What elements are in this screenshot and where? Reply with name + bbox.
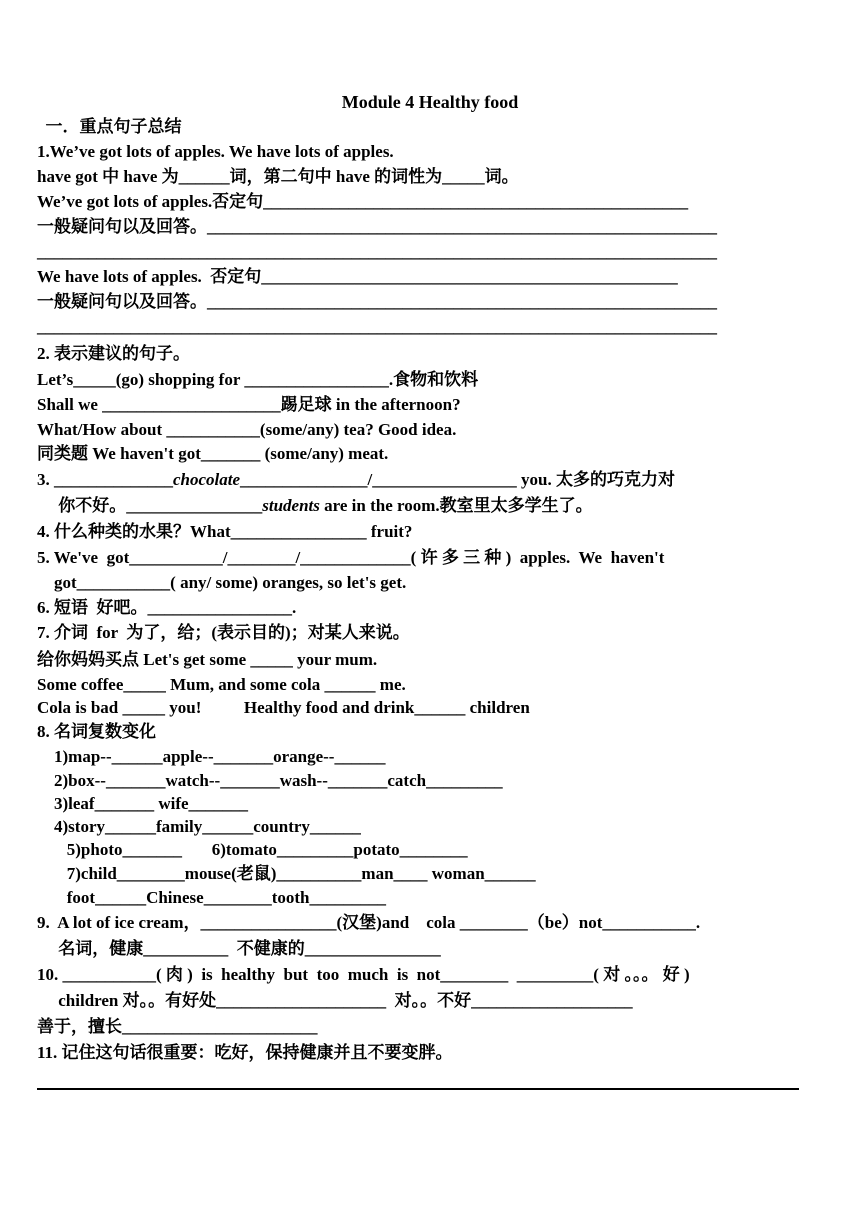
text-line: 给你妈妈买点 Let's get some _____ your mum. xyxy=(37,650,378,669)
text-line: 4. 什么种类的水果？What________________ fruit? xyxy=(37,522,413,541)
text-line: 1.We’ve got lots of apples. We have lots of apples. xyxy=(37,142,394,161)
text-line: ________________________________________________________________________________ xyxy=(37,317,717,336)
text-line: 11. 记住这句话很重要：吃好，保持健康并且不要变胖。 xyxy=(37,1043,453,1062)
text-line: 7. 介词 for 为了，给；(表示目的)；对某人来说。 xyxy=(37,623,410,642)
text-line: 一般疑问句以及回答。____________________________________________________________ xyxy=(37,217,717,236)
text-line: Shall we _____________________踢足球 in the afternoon? xyxy=(37,395,461,414)
text-line: got___________( any/ some) oranges, so let's get. xyxy=(37,573,407,592)
text-line: We’ve got lots of apples.否定句__________________________________________________ xyxy=(37,192,689,211)
text-line: 名词，健康__________ 不健康的________________ xyxy=(37,939,441,958)
text-line: 一般疑问句以及回答。____________________________________________________________ xyxy=(37,292,717,311)
text-line: 10. ___________( 肉 ) is healthy but too much is not________ _________( 对 。。。 好 ) xyxy=(37,965,690,984)
text-line: foot______Chinese________tooth_________ xyxy=(37,888,386,907)
section-heading: 2. 表示建议的句子。 xyxy=(37,344,190,363)
text-line: 3. ______________chocolate_______________/_________________ you. 太多的巧克力对 xyxy=(37,470,675,489)
text-line: 3)leaf_______ wife_______ xyxy=(37,794,249,813)
text-line: 6. 短语 好吧。_________________. xyxy=(37,598,297,617)
text-line: 你不好。________________students are in the room.教室里太多学生了。 xyxy=(37,496,593,515)
section-heading: 一．重点句子总结 xyxy=(37,117,182,136)
text-line: 5. We've got___________/________/_____________( 许 多 三 种 ) apples. We haven't xyxy=(37,548,665,567)
answer-rule xyxy=(37,1088,799,1090)
text-line: 4)story______family______country______ xyxy=(37,817,361,836)
text-line: 2)box--_______watch--_______wash--_______catch_________ xyxy=(37,771,503,790)
text-line: Let’s_____(go) shopping for _________________.食物和饮料 xyxy=(37,370,479,389)
text-line: 5)photo_______ 6)tomato_________potato________ xyxy=(37,840,468,859)
text-line: children 对。。有好处____________________ 对。。不好___________________ xyxy=(37,991,633,1010)
text-line: 善于，擅长_______________________ xyxy=(37,1017,318,1036)
text-line: 7)child________mouse(老鼠)__________man____ woman______ xyxy=(37,864,536,883)
page-title: Module 4 Healthy food xyxy=(341,92,519,112)
text-line: ________________________________________________________________________________ xyxy=(37,242,717,261)
text-line: Cola is bad _____ you! Healthy food and drink______ children xyxy=(37,698,530,717)
text-line: 同类题 We haven't got_______ (some/any) meat. xyxy=(37,444,389,463)
text-line: 9. A lot of ice cream，________________(汉堡)and cola ________（be）not___________. xyxy=(37,913,701,932)
text-line: What/How about ___________(some/any) tea? Good idea. xyxy=(37,420,457,439)
text-line: have got 中 have 为______词，第二句中 have 的词性为_____词。 xyxy=(37,167,519,186)
text-line: We have lots of apples. 否定句_________________________________________________ xyxy=(37,267,678,286)
text-line: Some coffee_____ Mum, and some cola ______ me. xyxy=(37,675,406,694)
section-heading: 8. 名词复数变化 xyxy=(37,722,156,741)
text-line: 1)map--______apple--_______orange--______ xyxy=(37,747,386,766)
